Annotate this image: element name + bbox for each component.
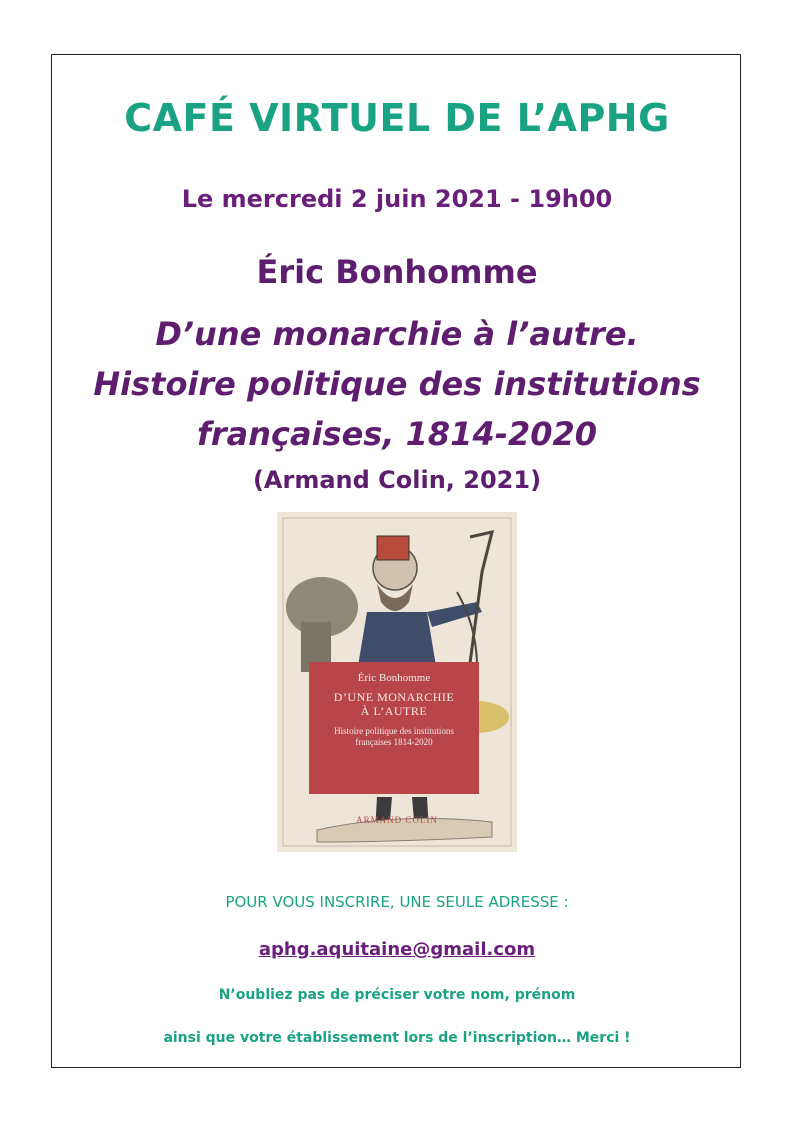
event-title: CAFÉ VIRTUEL DE L’APHG — [124, 96, 670, 140]
cover-title-box — [309, 662, 479, 794]
book-title-line-3: françaises, 1814-2020 — [196, 415, 598, 453]
speaker-name: Éric Bonhomme — [256, 253, 538, 291]
book-publisher: (Armand Colin, 2021) — [252, 466, 542, 494]
book-title-line-2: Histoire politique des institutions — [93, 365, 701, 403]
event-date: Le mercredi 2 juin 2021 - 19h00 — [181, 185, 613, 213]
cover-title — [309, 690, 479, 718]
cover-title-line-2: À L’AUTRE — [360, 704, 428, 718]
cover-subtitle — [309, 726, 479, 748]
cover-publisher-mark: ARMAND COLIN — [356, 815, 438, 825]
book-cover-image — [277, 512, 517, 852]
registration-note-line-2: ainsi que votre établissement lors de l’inscription… Merci ! — [163, 1030, 631, 1046]
registration-heading: POUR VOUS INSCRIRE, UNE SEULE ADRESSE : — [225, 893, 569, 911]
cover-subtitle-line-2: françaises 1814-2020 — [355, 737, 433, 747]
cover-title-line-1: D’UNE MONARCHIE — [333, 690, 455, 704]
registration-note-line-1: N’oubliez pas de préciser votre nom, prénom — [218, 987, 576, 1003]
registration-email-link[interactable]: aphg.aquitaine@gmail.com — [258, 939, 536, 960]
book-title-line-1: D’une monarchie à l’autre. — [155, 315, 639, 353]
cover-author: Éric Bonhomme — [357, 672, 431, 684]
book-title — [0, 309, 794, 459]
cover-subtitle-line-1: Histoire politique des institutions — [334, 726, 454, 736]
